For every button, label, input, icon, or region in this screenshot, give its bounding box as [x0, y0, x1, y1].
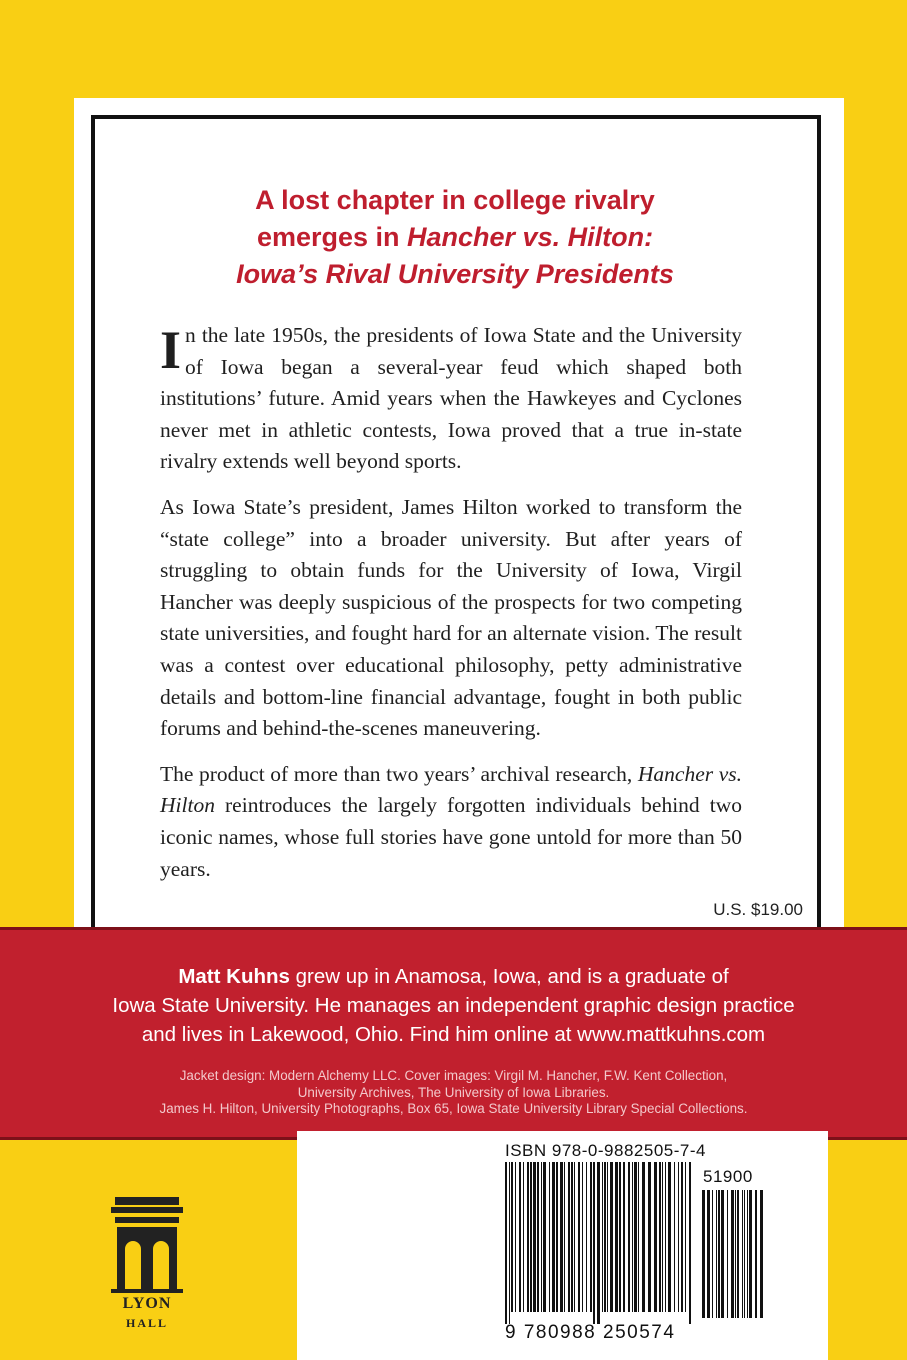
- headline-line-3: Iowa’s Rival University Presidents: [236, 259, 674, 289]
- price-label: U.S. $19.00: [713, 900, 803, 919]
- blurb-paragraph-3: [160, 759, 742, 885]
- blurb-paragraph-1-text: n the late 1950s, the presidents of Iowa State and the University of Iowa began a several-year feud which shaped both institutions’ future. Amid years when the Hawkeyes and Cyclones never met in athletic contests, Iowa proved that a true in-state rivalry extends well beyond sports.: [160, 323, 742, 474]
- credits-line-2: University Archives, The University of Iowa Libraries.: [297, 1084, 610, 1100]
- blurb-paragraph-2: As Iowa State’s president, James Hilton worked to transform the “state college” into a broader university. But after years of struggling to obtain funds for the University of Iowa, Virgil Hancher was deeply suspicious of the prospects for two competing state universities, and fought hard for an alternate vision. The result was a contest over educational philosophy, petty administrative details and bottom-line financial advantage, fought in both public forums and behind-the-scenes maneuvering.: [160, 494, 742, 741]
- isbn-label: ISBN 978-0-9882505-7-4: [505, 1141, 706, 1160]
- barcode-digits: 9 780988 250574: [505, 1322, 676, 1343]
- headline: [110, 182, 800, 293]
- publisher-name: LYON: [122, 1295, 172, 1312]
- blurb: [160, 320, 742, 899]
- blurb-paragraph-3-prefix: The product of more than two years’ archival research,: [160, 761, 638, 786]
- band-top-rule: [0, 927, 907, 930]
- headline-line-1: A lost chapter in college rivalry: [255, 185, 655, 215]
- headline-line-2-prefix: emerges in: [256, 222, 408, 252]
- publisher-name-sub: HALL: [125, 1316, 168, 1330]
- author-name: Matt Kuhns: [178, 965, 290, 988]
- blurb-paragraph-3-suffix: reintroduces the largely forgotten individuals behind two iconic names, whose full stories have gone untold for more than 50 years.: [160, 793, 742, 881]
- author-bio-line-2: Iowa State University. He manages an independent graphic design practice: [112, 994, 795, 1017]
- headline-book-title: Hancher vs. Hilton:: [407, 222, 654, 252]
- author-bio: [90, 962, 817, 1049]
- drop-cap: I: [160, 320, 182, 380]
- credits-line-3: James H. Hilton, University Photographs, Box 65, Iowa State University Library Special Collections.: [159, 1101, 748, 1116]
- image-credits: [90, 1068, 817, 1118]
- blurb-paragraph-1: [160, 320, 742, 478]
- author-bio-line-3: and lives in Lakewood, Ohio. Find him online at www.mattkuhns.com: [141, 1023, 766, 1046]
- price-barcode-icon: [702, 1190, 764, 1330]
- credits-line-1: Jacket design: Modern Alchemy LLC. Cover images: Virgil M. Hancher, F.W. Kent Collection,: [179, 1068, 728, 1083]
- isbn-barcode-icon: [505, 1162, 693, 1324]
- author-bio-line-1: grew up in Anamosa, Iowa, and is a graduate of: [289, 965, 729, 988]
- price-code-label: 51900: [703, 1167, 753, 1186]
- blurb-book-title: Hancher vs. Hilton: [160, 761, 742, 818]
